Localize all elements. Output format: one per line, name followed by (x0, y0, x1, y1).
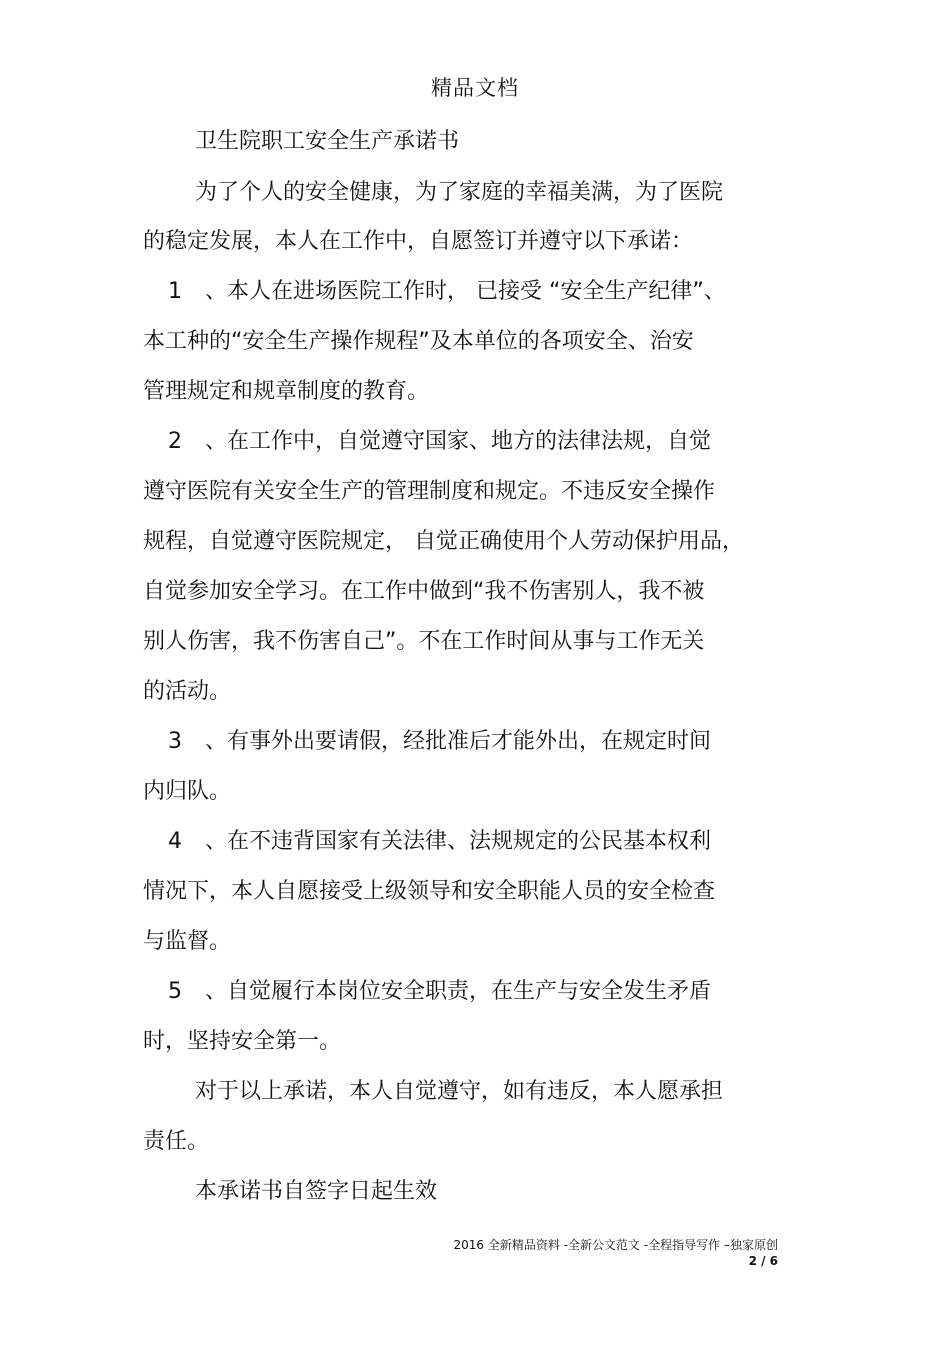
item-3-line-1: 、有事外出要请假，经批准后才能外出，在规定时间 (205, 729, 712, 754)
item-5-number: 5 (168, 979, 182, 1004)
item-2-line-6: 的活动。 (143, 679, 232, 704)
item-1-number: 1 (168, 279, 182, 304)
page-footer: 2016 全新精品资料 -全新公文范文 -全程指导写作 –独家原创 (453, 1238, 778, 1252)
item-1-line-2: 本工种的“安全生产操作规程”及本单位的各项安全、治安 (143, 329, 694, 354)
item-1-line-1: 、本人在进场医院工作时， 已接受 “安全生产纪律”、 (205, 279, 726, 304)
item-2-line-3: 规程，自觉遵守医院规定， 自觉正确使用个人劳动保护用品， (143, 529, 744, 554)
item-3-line-2: 内归队。 (143, 779, 232, 804)
page-header: 精品文档 (431, 76, 519, 100)
item-3-number: 3 (168, 729, 182, 754)
item-4-line-2: 情况下，本人自愿接受上级领导和安全职能人员的安全检查 (143, 879, 716, 904)
item-2-line-5: 别人伤害，我不伤害自己”。不在工作时间从事与工作无关 (143, 629, 705, 654)
item-2-number: 2 (168, 429, 182, 454)
item-4-line-3: 与监督。 (143, 929, 232, 954)
item-1-line-3: 管理规定和规章制度的教育。 (143, 379, 430, 404)
item-5-line-1: 、自觉履行本岗位安全职责，在生产与安全发生矛盾 (205, 979, 712, 1004)
item-4-line-1: 、在不违背国家有关法律、法规规定的公民基本权利 (205, 829, 712, 854)
item-5-line-2: 时，坚持安全第一。 (143, 1029, 342, 1054)
document-title: 卫生院职工安全生产承诺书 (195, 129, 460, 154)
effective-statement: 本承诺书自签字日起生效 (195, 1179, 438, 1204)
item-4-number: 4 (168, 829, 182, 854)
closing-line-1: 对于以上承诺，本人自觉遵守，如有违反，本人愿承担 (195, 1079, 724, 1104)
item-2-line-1: 、在工作中，自觉遵守国家、地方的法律法规，自觉 (205, 429, 712, 454)
closing-line-2: 责任。 (143, 1129, 210, 1154)
page-number: 2 / 6 (748, 1254, 778, 1268)
item-2-line-4: 自觉参加安全学习。在工作中做到“我不伤害别人，我不被 (143, 579, 705, 604)
item-2-line-2: 遵守医院有关安全生产的管理制度和规定。不违反安全操作 (143, 479, 716, 504)
intro-line-1: 为了个人的安全健康，为了家庭的幸福美满，为了医院 (195, 180, 724, 205)
intro-line-2: 的稳定发展，本人在工作中，自愿签订并遵守以下承诺： (143, 229, 694, 254)
